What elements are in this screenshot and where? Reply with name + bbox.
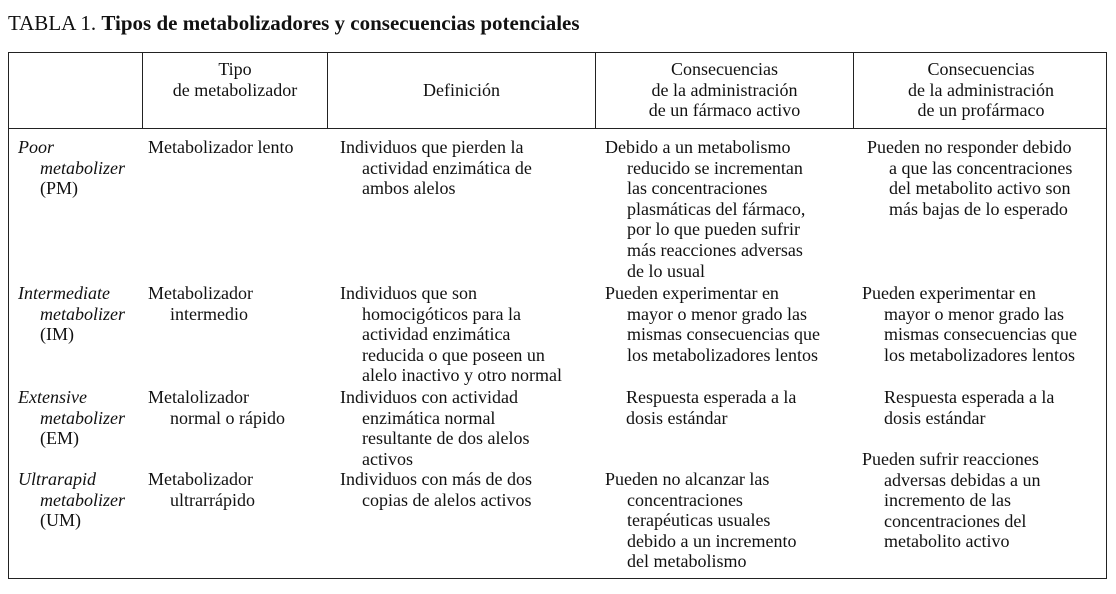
header-profarmaco: Consecuencias de la administración de un profármaco — [908, 59, 1054, 121]
header-divider — [9, 128, 1106, 129]
caption-label: TABLA 1. — [8, 11, 97, 35]
row-pm-english: Poor metabolizer (PM) — [18, 137, 125, 199]
metabolizer-table — [8, 52, 1107, 579]
row-im-definicion: Individuos que son homocigóticos para la actividad enzimática reducida o que poseen un alelo inactivo y otro normal — [340, 283, 562, 386]
row-em-profarmaco: Respuesta esperada a la dosis estándar — [884, 387, 1055, 428]
row-pm-profarmaco: Pueden no responder debido a que las concentraciones del metabolito activo son más bajas de lo esperado — [867, 137, 1073, 219]
row-em-definicion: Individuos con actividad enzimática normal resultante de dos alelos activos — [340, 387, 530, 469]
row-um-farmaco-activo: Pueden no alcanzar las concentraciones terapéuticas usuales debido a un incremento del metabolismo — [605, 469, 797, 572]
row-pm-farmaco-activo: Debido a un metabolismo reducido se incrementan las concentraciones plasmáticas del fármaco, por lo que pueden sufrir más reacciones adversas de lo usual — [605, 137, 806, 281]
header-farmaco-activo: Consecuencias de la administración de un fármaco activo — [648, 59, 801, 121]
row-im-english: Intermediate metabolizer (IM) — [18, 283, 125, 345]
row-um-english: Ultrarapid metabolizer (UM) — [18, 469, 125, 531]
row-pm-tipo: Metabolizador lento — [148, 137, 294, 157]
header-definicion: Definición — [423, 80, 500, 100]
row-im-tipo: Metabolizador intermedio — [148, 283, 253, 324]
table-caption — [8, 10, 580, 36]
row-im-farmaco-activo: Pueden experimentar en mayor o menor grado las mismas consecuencias que los metabolizadores lentos — [605, 283, 820, 365]
row-im-profarmaco: Pueden experimentar en mayor o menor grado las mismas consecuencias que los metabolizadores lentos — [862, 283, 1077, 365]
caption-title: Tipos de metabolizadores y consecuencias potenciales — [101, 11, 580, 35]
header-tipo: Tipo de metabolizador — [172, 59, 298, 100]
row-em-farmaco-activo: Respuesta esperada a la dosis estándar — [626, 387, 797, 428]
row-em-english: Extensive metabolizer (EM) — [18, 387, 125, 449]
row-um-tipo: Metabolizador ultrarrápido — [148, 469, 255, 510]
row-um-profarmaco: Pueden sufrir reacciones adversas debidas a un incremento de las concentraciones del metabolito activo — [862, 449, 1041, 552]
row-pm-definicion: Individuos que pierden la actividad enzimática de ambos alelos — [340, 137, 532, 199]
row-um-definicion: Individuos con más de dos copias de alelos activos — [340, 469, 532, 510]
row-em-tipo: Metalolizador normal o rápido — [148, 387, 285, 428]
